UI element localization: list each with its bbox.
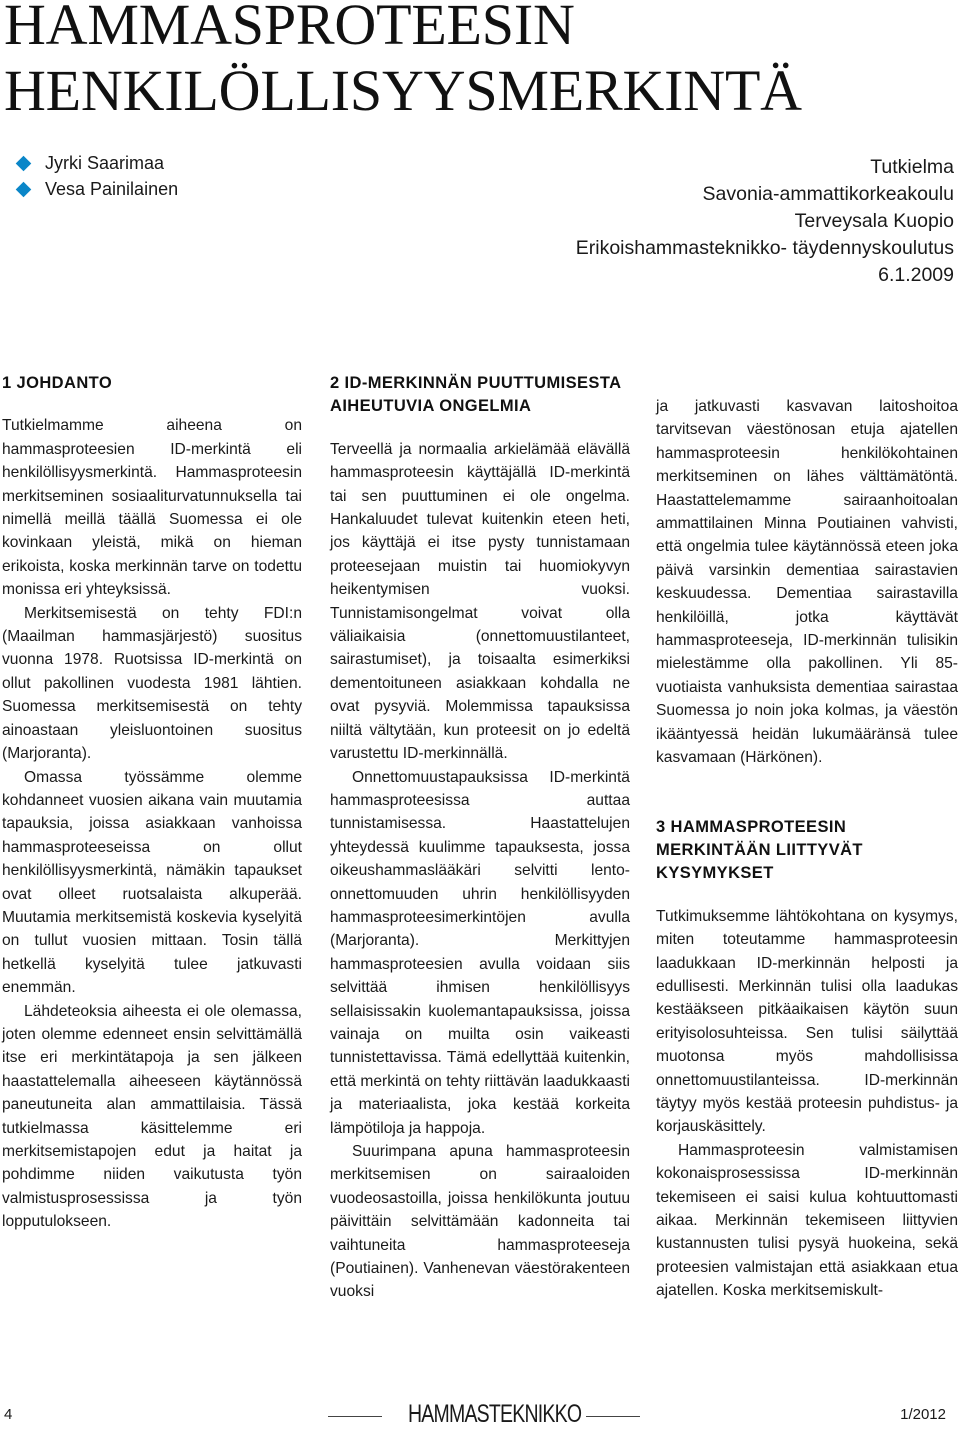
footer-rule: [328, 1416, 382, 1417]
page-number: 4: [4, 1406, 13, 1423]
author-list: [14, 150, 178, 202]
body-paragraph: Suurimpana apuna hammasproteesin merkitsemisen on sairaaloiden vuodeosastoilla, joissa henkilökunta joutuu päivittäin selvittämään kadonneita tai vaihtuneita hammasproteeseja (Poutiainen). Vanhenevan väestörakenteen vuoksi: [330, 1143, 630, 1301]
title-line-2: HENKILÖLLISYYSMERKINTÄ: [4, 58, 802, 123]
body-paragraph: Terveellä ja normaalia arkielämää elävällä hammasproteesin käyttäjällä ID-merkintä tai sen puuttuminen ei ole ongelma. Hankaluudet tulevat kuitenkin eteen heti, jos käyttäjä ei itse pysty tunnistamaan proteesejaan muistin tai huomiokyvyn heikentymisen vuoksi. Tunnistamisongelmat voivat olla väliaikaisia (onnettomuustilanteet, sairastumiset), ja toisaalta esimerkiksi dementoituneen asiakkaan kohdalla ne ovat pysyviä. Molemmissa tapauksissa niiltä vältytään, kun proteesit on jo edeltä varustettu ID-merkinnällä.: [330, 440, 630, 763]
body-paragraph: Tutkielmamme aiheena on hammasproteesien ID-merkintä eli henkilöllisyysmerkintä. Hammasproteesin merkitseminen sosiaaliturvatunnuksella tai nimellä meillä täällä Suomessa ei ole kovinkaan yleistä, mikä on hieman erikoista, koska merkinnän tarve on todettu monissa eri yhteyksissä.: [2, 417, 302, 599]
author-name: Vesa Painilainen: [45, 179, 179, 199]
author-item: [14, 176, 178, 202]
body-paragraph: Lähdeteoksia aiheesta ei ole olemassa, joten olemme edenneet ensin selvittämällä itse eri merkintätapoja ja sen jälkeen haastattelemalla aiheeseen käytännössä paneutuneita alan ammattilaisia. Tässä tutkielmassa käsittelemme eri merkitsemistapojen edut ja haitat ja pohdimme niiden vaikutusta työn valmistusprosessissa ja työn lopputulokseen.: [2, 1002, 302, 1231]
body-paragraph-continued: ja jatkuvasti kasvavan laitoshoitoa tarvitsevan väestönosan etuja ajatellen hammasproteesin henkilökohtainen merkitseminen on lähes välttämätöntä. Haastattelemamme sairaanhoitoalan ammattilainen Minna Poutiainen vahvisti, että ongelmia tulee käytännössä eteen joka päivä varsinkin dementiaa sairastavien keskuudessa. Dementiaa sairastavilla henkilöillä, jotka käyttävät hammasproteeseja, ID-merkinnän tulisikin mielestämme olla pakollinen. Yli 85-vuotiaista vanhuksista dementiaa sairastaa Suomessa jo noin joka kolmas, ja väestön ikääntyessä heidän lukumääränsä tulee kasvamaan (Härkönen).: [656, 398, 958, 767]
author-name: Jyrki Saarimaa: [45, 153, 165, 173]
publication-meta: [576, 154, 954, 289]
body-paragraph: Tutkimuksemme lähtökohtana on kysymys, miten toteutamme hammasproteesin laadukkaan ID-merkinnän helposti ja edullisesti. Merkinnän tulisi olla laadukas kestääkseen pitkäaikaisen käytön suun erityisolosuhteissa. Sen tulisi säilyttää muotonsa myös mahdollisissa onnettomuustilanteissa. ID-merkinnän täytyy myös kestää proteesin puhdistus- ja korjauskäsittely.: [656, 907, 958, 1136]
meta-unit: Terveysala Kuopio: [794, 210, 954, 232]
column-2: [330, 372, 630, 1304]
body-paragraph: Hammasproteesin valmistamisen kokonaisprosessissa ID-merkinnän tekemiseen ei saisi kulua kohtuuttomasti aikaa. Merkinnän tekemiseen liittyvien kustannusten tulisi pysyä huokeina, sekä proteesien valmistajan että asiakkaan etua ajatellen. Koska merkitsemiskult-: [656, 1141, 958, 1300]
article-title: [4, 0, 802, 124]
column-1: [2, 372, 302, 1234]
diamond-bullet-icon: [16, 181, 32, 197]
title-line-1: HAMMASPROTEESIN: [4, 0, 575, 57]
body-paragraph: Merkitsemisestä on tehty FDI:n (Maailman hammasjärjestö) suositus vuonna 1978. Ruotsissa ID-merkintä on ollut pakollinen vuodesta 1981 lähtien. Suomessa merkitsemisestä on tehty ainoastaan yleisluontoinen suositus (Marjoranta).: [2, 604, 302, 763]
diamond-bullet-icon: [16, 155, 32, 171]
author-item: [14, 150, 178, 176]
body-paragraph: Onnettomuustapauksissa ID-merkintä hammasproteesissa auttaa tunnistamisessa. Haastattelujen yhteydessä kuulimme tapauksesta, jossa oikeushammaslääkäri selvitti lento-onnettomuuden uhrin henkilöllisyyden hammasproteesimerkintöjen avulla (Marjoranta). Merkittyjen hammasproteesien avulla voidaan siis selvittää ihmisen henkilöllisyys sellaisissakin kuolemantapauksissa, joissa vainaja on muilta osin vaikeasti tunnistettavissa. Tämä edellyttää kuitenkin, että merkintä on tehty riittävän laadukkaasti ja materiaalista, joka kestää korkeita lämpötiloja ja happoja.: [330, 768, 630, 1137]
section-heading: 2 ID-MERKINNÄN PUUTTUMISESTA AIHEUTUVIA ONGELMIA: [330, 374, 621, 416]
page-footer: [0, 1400, 960, 1428]
meta-program: Erikoishammasteknikko- täydennyskoulutus: [575, 237, 954, 259]
magazine-name: HAMMASTEKNIKKO: [408, 1400, 582, 1428]
meta-date: 6.1.2009: [878, 264, 954, 286]
meta-institution: Savonia-ammattikorkeakoulu: [702, 183, 954, 205]
section-heading: 1 JOHDANTO: [2, 374, 113, 392]
meta-type: Tutkielma: [870, 156, 954, 178]
issue-number: 1/2012: [900, 1406, 946, 1423]
column-3: [656, 395, 958, 1303]
section-heading: 3 HAMMASPROTEESIN MERKINTÄÄN LIITTYVÄT KYSYMYKSET: [656, 817, 863, 883]
body-paragraph: Omassa työssämme olemme kohdanneet vuosien aikana vain muutamia tapauksia, joissa asiakkaan vanhoissa hammasproteeseissa on ollut henkilöllisyysmerkintä, nämäkin tapaukset ovat olleet ruotsalaista alkuperää. Muutamia merkitsemistä koskevia kyselyitä on tullut vuosien mittaan. Tosin tällä hetkellä kyselyitä tulee jatkuvasti enemmän.: [2, 768, 302, 997]
footer-rule: [586, 1416, 640, 1417]
